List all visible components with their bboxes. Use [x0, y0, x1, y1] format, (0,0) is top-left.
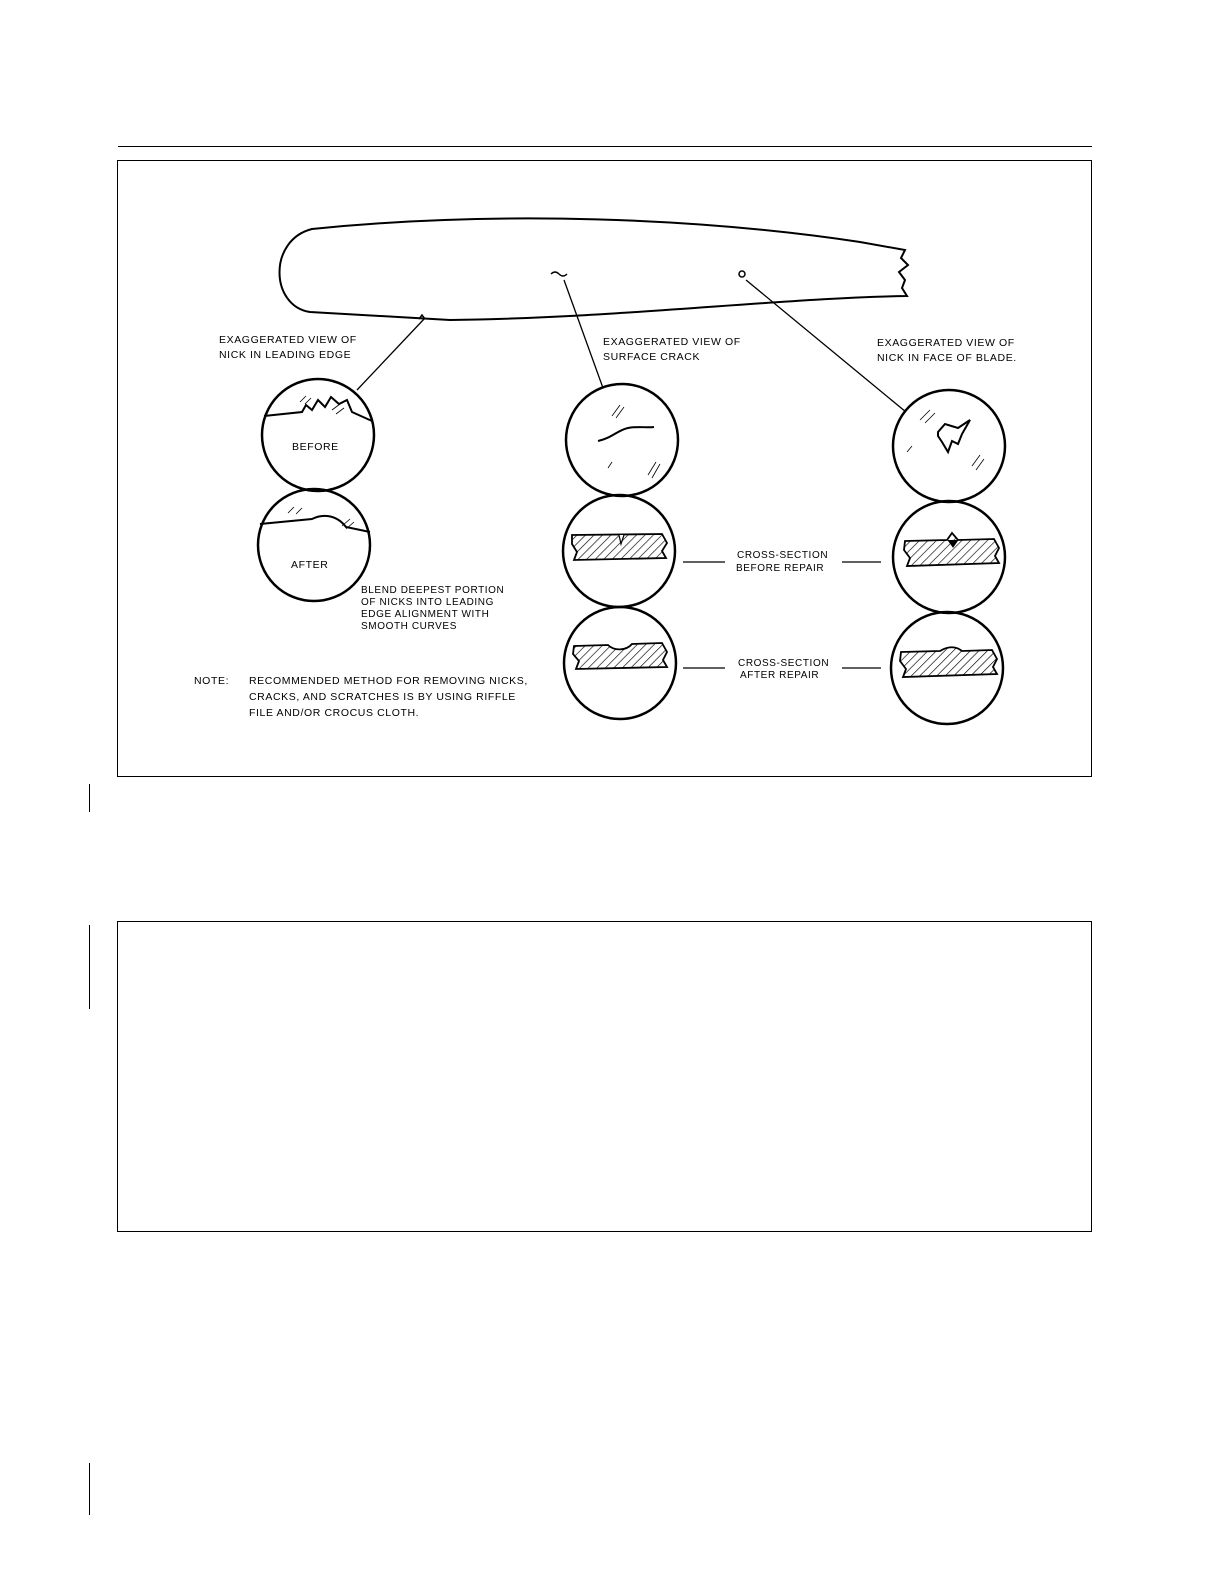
blend-note-line3: EDGE ALIGNMENT WITH — [361, 609, 490, 620]
surface-crack-mark — [551, 272, 567, 276]
cross-section-after-line2: AFTER REPAIR — [740, 670, 820, 681]
callout-leading-edge-line1: EXAGGERATED VIEW OF — [219, 334, 357, 346]
note-line3: FILE AND/OR CROCUS CLOTH. — [249, 707, 420, 719]
blend-note-line2: OF NICKS INTO LEADING — [361, 597, 494, 608]
cross-section-before-line1: CROSS-SECTION — [737, 550, 829, 561]
blend-note-line1: BLEND DEEPEST PORTION — [361, 585, 505, 596]
leader-line-leading-edge — [357, 318, 425, 390]
crack-cross-section-before — [563, 495, 675, 607]
blend-note-line4: SMOOTH CURVES — [361, 621, 457, 632]
propeller-blade-outline — [280, 218, 909, 320]
cross-section-before-line2: BEFORE REPAIR — [736, 563, 825, 574]
note-line1: RECOMMENDED METHOD FOR REMOVING NICKS, — [249, 675, 528, 687]
callout-face-nick-line2: NICK IN FACE OF BLADE. — [877, 352, 1017, 364]
leader-line-surface-crack — [564, 280, 603, 388]
crack-cross-section-after — [564, 607, 676, 719]
face-nick-mark — [739, 271, 745, 277]
leading-edge-after-detail — [258, 489, 370, 601]
note-line2: CRACKS, AND SCRATCHES IS BY USING RIFFLE — [249, 691, 516, 703]
callout-face-nick-line1: EXAGGERATED VIEW OF — [877, 337, 1015, 349]
face-nick-detail — [893, 390, 1005, 502]
face-cross-section-before — [893, 501, 1005, 613]
callout-surface-crack-line2: SURFACE CRACK — [603, 351, 701, 363]
callout-surface-crack-line1: EXAGGERATED VIEW OF — [603, 336, 741, 348]
note-label: NOTE: — [194, 675, 230, 687]
face-cross-section-after — [891, 612, 1003, 724]
before-label: BEFORE — [292, 441, 339, 453]
callout-leading-edge-line2: NICK IN LEADING EDGE — [219, 349, 352, 361]
leading-edge-before-detail — [262, 379, 374, 491]
after-label: AFTER — [291, 559, 329, 571]
surface-crack-detail — [566, 384, 678, 496]
cross-section-after-line1: CROSS-SECTION — [738, 658, 830, 669]
